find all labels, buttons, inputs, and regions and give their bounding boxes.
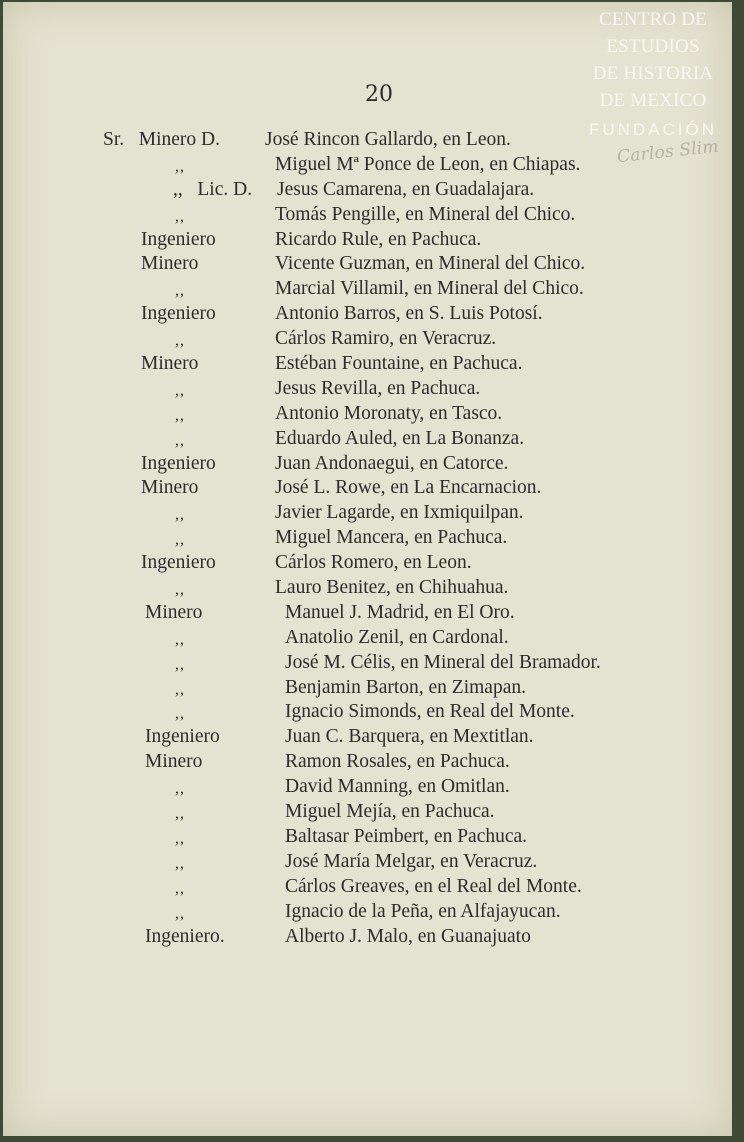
entry-name: Antonio Moronaty, en Tasco. [275, 402, 503, 424]
list-item [3, 500, 732, 525]
entry-name: José M. Célis, en Mineral del Bramador. [285, 651, 601, 673]
document-page [3, 2, 732, 1136]
list-item [3, 177, 732, 202]
entry-name: Jesus Revilla, en Pachuca. [275, 377, 481, 399]
entry-name: Juan Andonaegui, en Catorce. [275, 452, 509, 474]
entry-role: Minero [145, 601, 203, 623]
watermark-signature: Carlos Slim [616, 136, 720, 168]
list-item [3, 525, 732, 550]
entry-role: ,, [175, 904, 185, 922]
list-item [3, 451, 732, 476]
watermark-line: DE MEXICO [599, 90, 707, 111]
list-item [3, 276, 732, 301]
entry-role: ,, [175, 431, 185, 449]
entry-name: Antonio Barros, en S. Luis Potosí. [275, 303, 543, 325]
entry-role: Ingeniero [141, 452, 216, 474]
entry-name: Ramon Rosales, en Pachuca. [285, 751, 510, 773]
entry-name: Cárlos Ramiro, en Veracruz. [275, 328, 497, 350]
entry-role: ,, [175, 381, 185, 399]
member-list [3, 127, 732, 948]
entry-role: ,, [175, 805, 185, 823]
entry-name: Javier Lagarde, en Ixmiquilpan. [275, 502, 524, 524]
entry-name: Cárlos Greaves, en el Real del Monte. [285, 875, 582, 897]
entry-role: Minero [141, 477, 199, 499]
list-item [3, 426, 732, 451]
list-item [3, 924, 732, 949]
entry-name: Manuel J. Madrid, en El Oro. [285, 601, 515, 623]
entry-name: Marcial Villamil, en Mineral del Chico. [275, 278, 584, 300]
list-item [3, 799, 732, 824]
list-item [3, 227, 732, 252]
list-item [3, 376, 732, 401]
entry-role: Ingeniero [141, 552, 216, 574]
entry-role: Ingeniero [145, 726, 220, 748]
list-item [3, 251, 732, 276]
list-item [3, 351, 732, 376]
page-number: 20 [365, 82, 393, 107]
entry-role: ,, [175, 854, 185, 872]
entry-name: Tomás Pengille, en Mineral del Chico. [275, 203, 576, 225]
entry-role: ,, [175, 705, 185, 723]
entry-name: Miguel Mancera, en Pachuca. [275, 527, 508, 549]
entry-name: José María Melgar, en Veracruz. [285, 850, 538, 872]
list-item [3, 824, 732, 849]
entry-role: ,, [175, 630, 185, 648]
entry-role: ,, [175, 207, 185, 225]
entry-role: ,, [175, 680, 185, 698]
list-item [3, 301, 732, 326]
list-item [3, 749, 732, 774]
list-item [3, 650, 732, 675]
list-item [3, 625, 732, 650]
list-item [3, 401, 732, 426]
entry-role: Ingeniero [141, 303, 216, 325]
entry-role: ,, Lic. D. [173, 178, 253, 200]
entry-role: ,, [175, 332, 185, 350]
list-item [3, 127, 732, 152]
list-item [3, 326, 732, 351]
entry-role: ,, [175, 655, 185, 673]
entry-name: Miguel Mejía, en Pachuca. [285, 801, 495, 823]
entry-name: Ricardo Rule, en Pachuca. [275, 228, 482, 250]
entry-role: Sr. Minero D. [103, 129, 220, 150]
entry-name: Benjamin Barton, en Zimapan. [285, 676, 526, 698]
entry-name: Ignacio Simonds, en Real del Monte. [285, 701, 575, 723]
entry-name: Alberto J. Malo, en Guanajuato [285, 925, 531, 947]
list-item [3, 699, 732, 724]
list-item [3, 724, 732, 749]
entry-role: ,, [175, 506, 185, 524]
entry-role: Minero [141, 253, 199, 275]
list-item [3, 475, 732, 500]
list-item [3, 575, 732, 600]
watermark-line: DE HISTORIA [592, 63, 714, 84]
entry-name: Estéban Fountaine, en Pachuca. [275, 353, 523, 375]
entry-role: ,, [175, 780, 185, 798]
watermark-line: ESTUDIOS [606, 36, 700, 57]
list-item [3, 849, 732, 874]
entry-name: Baltasar Peimbert, en Pachuca. [285, 825, 528, 847]
entry-role: ,, [175, 531, 185, 549]
entry-name: Miguel Mª Ponce de Leon, en Chiapas. [275, 153, 581, 175]
list-item [3, 202, 732, 227]
entry-name: Jesus Camarena, en Guadalajara. [277, 178, 535, 200]
entry-name: Anatolio Zenil, en Cardonal. [285, 626, 509, 648]
entry-role: ,, [175, 879, 185, 897]
entry-role: Ingeniero [141, 228, 216, 250]
entry-name: Cárlos Romero, en Leon. [275, 552, 472, 574]
list-item [3, 550, 732, 575]
entry-role: ,, [175, 829, 185, 847]
list-item [3, 675, 732, 700]
entry-role: ,, [175, 581, 185, 599]
entry-name: Ignacio de la Peña, en Alfajayucan. [285, 900, 561, 922]
list-item [3, 600, 732, 625]
entry-name: Juan C. Barquera, en Mextitlan. [285, 726, 534, 748]
entry-role: ,, [175, 282, 185, 300]
entry-role: ,, [175, 406, 185, 424]
watermark-line: CENTRO DE [599, 9, 707, 30]
entry-name: Eduardo Auled, en La Bonanza. [275, 427, 525, 449]
list-item [3, 874, 732, 899]
list-item [3, 899, 732, 924]
list-item [3, 774, 732, 799]
entry-name: Lauro Benitez, en Chihuahua. [275, 577, 509, 599]
entry-role: Minero [141, 353, 199, 375]
entry-name: José L. Rowe, en La Encarnacion. [275, 477, 542, 499]
entry-name: José Rincon Gallardo, en Leon. [265, 129, 511, 150]
list-item [3, 152, 732, 177]
watermark-foundation: FUNDACIÓN [588, 120, 718, 139]
entry-role: Ingeniero. [145, 925, 225, 947]
entry-role: ,, [175, 157, 185, 175]
entry-role: Minero [145, 751, 203, 773]
entry-name: David Manning, en Omitlan. [285, 776, 510, 798]
entry-name: Vicente Guzman, en Mineral del Chico. [275, 253, 586, 275]
